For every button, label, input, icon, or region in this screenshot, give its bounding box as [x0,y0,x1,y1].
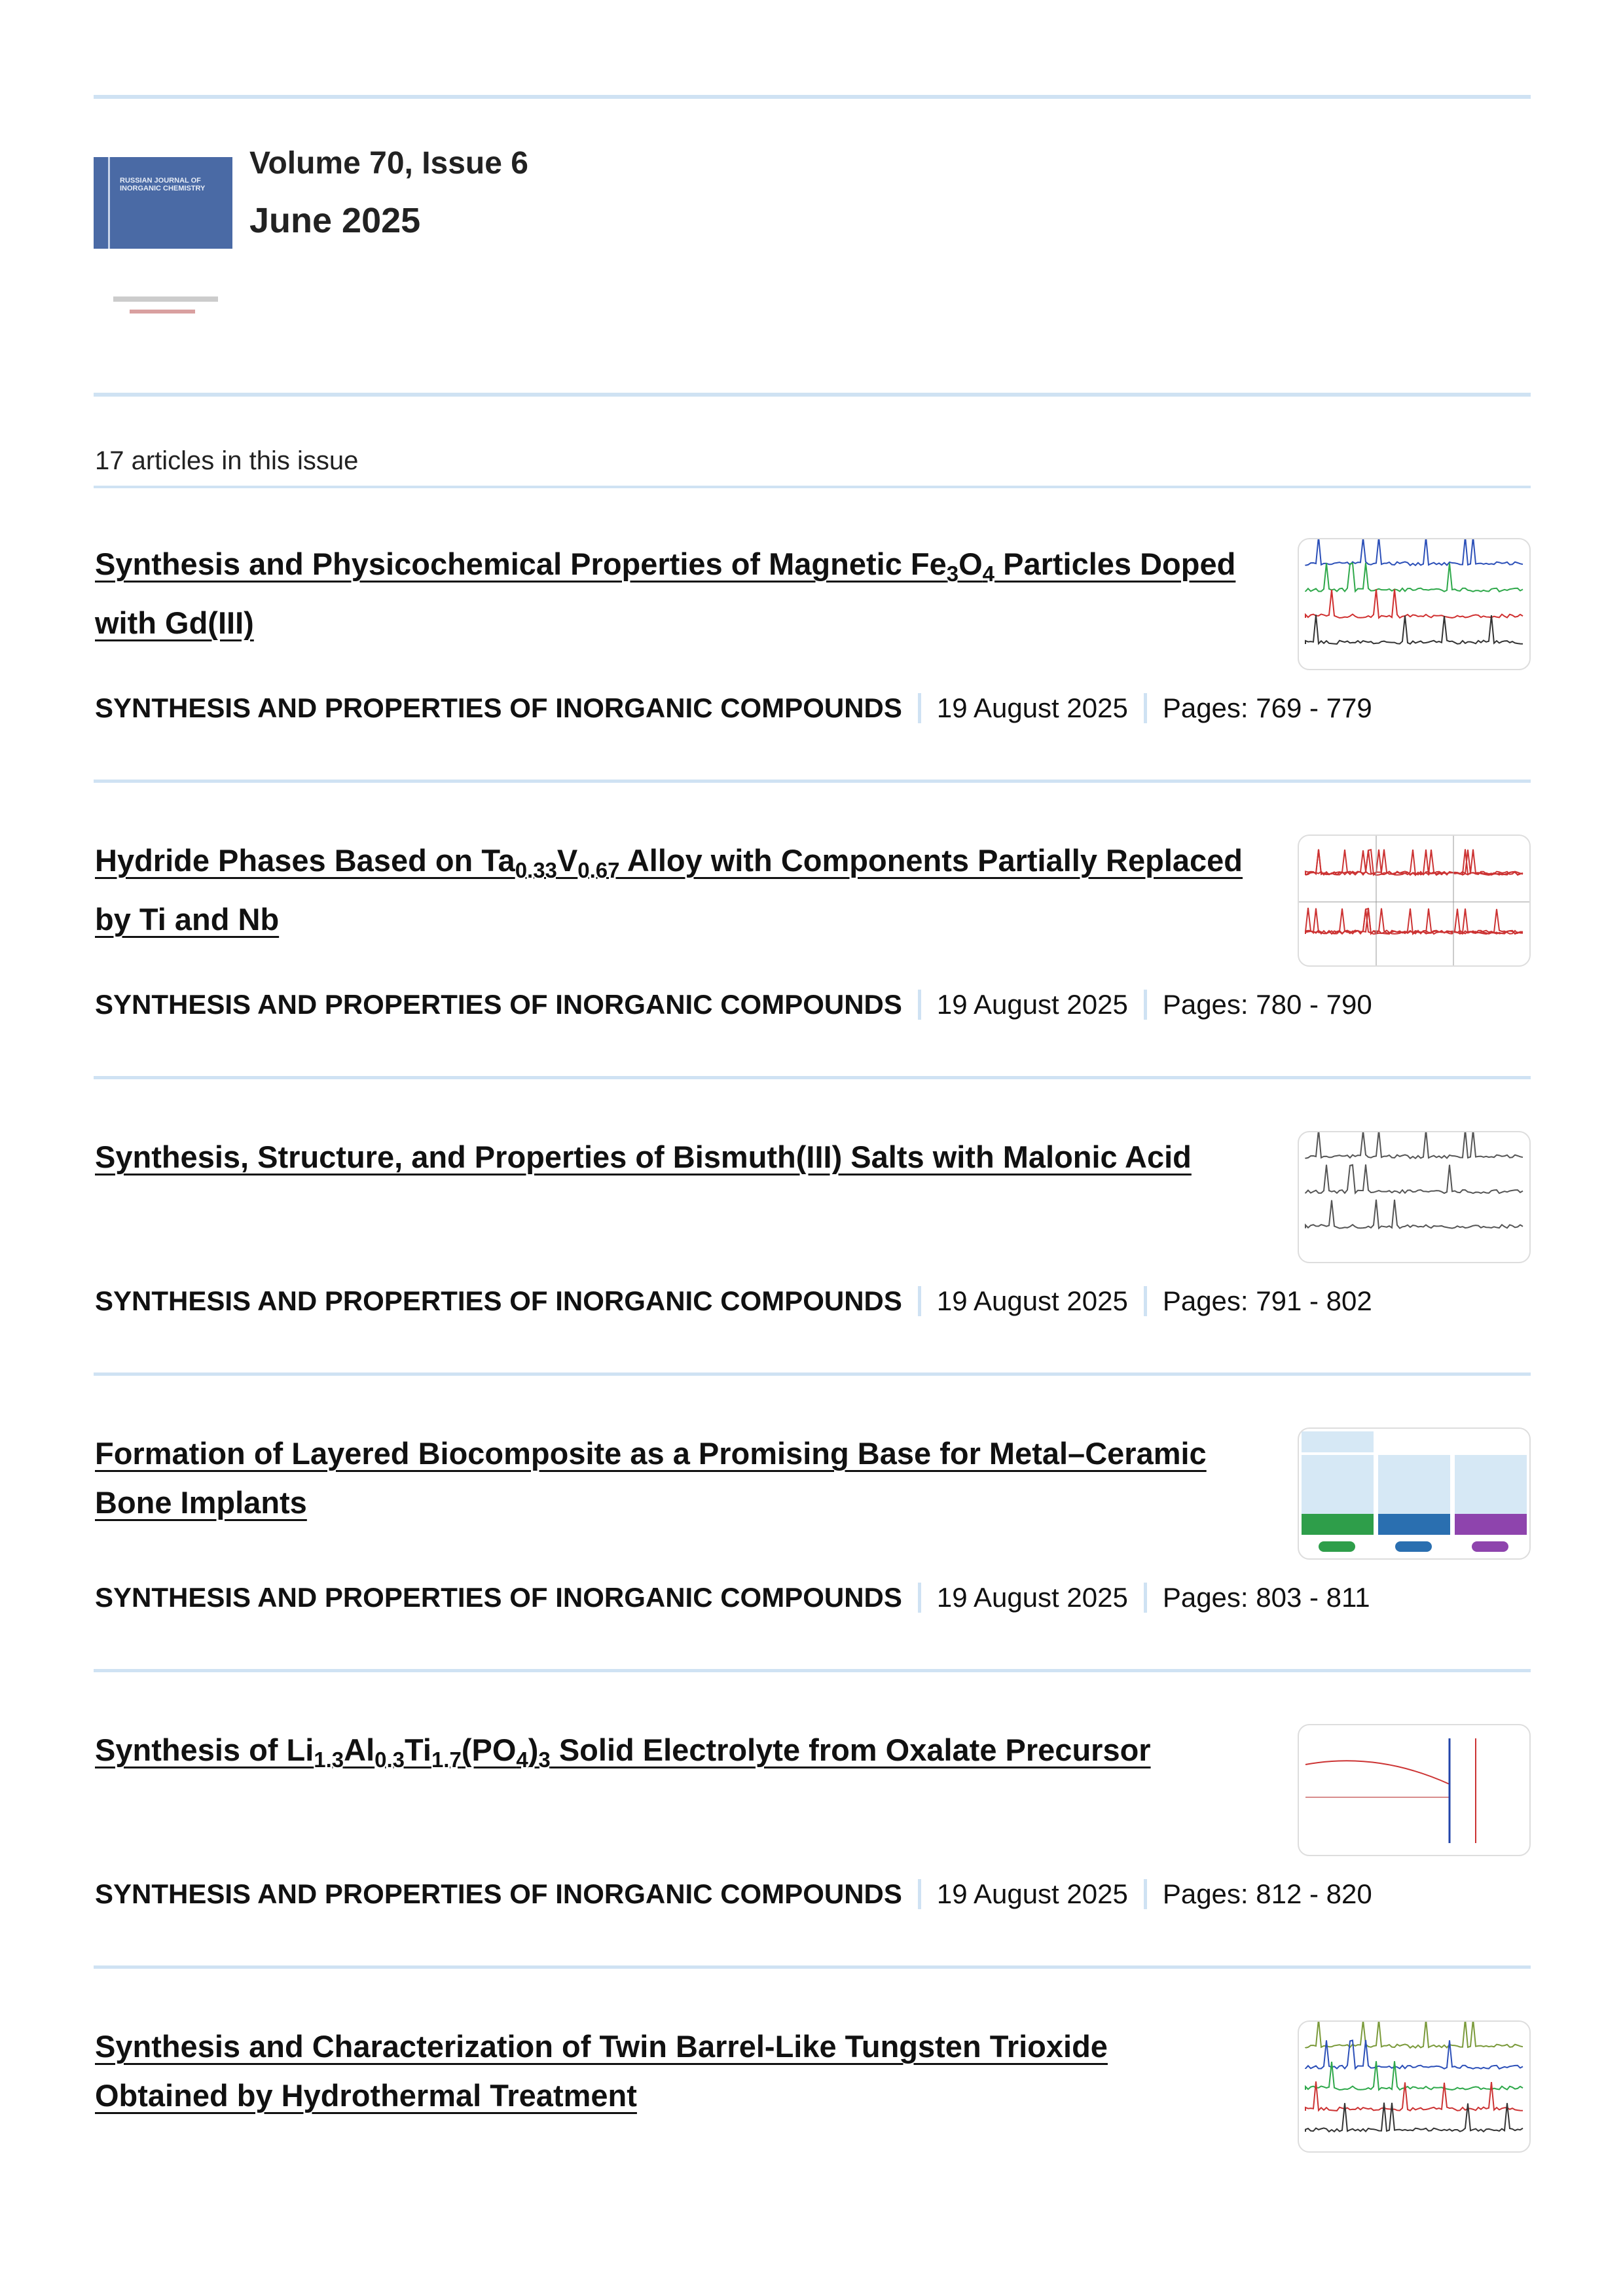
title-subscript: 0.3 [374,1748,405,1772]
article-title-link[interactable] [95,1139,1192,1174]
article-item [94,1378,1531,1674]
title-text: Ti [405,1732,431,1767]
article-pages: Pages: 780 - 790 [1162,989,1372,1020]
article-title [95,1725,1247,1784]
article-title-link[interactable] [95,547,1235,640]
title-subscript: 0.67 [577,858,620,882]
title-text: Hydride Phases Based on Ta [95,843,515,878]
meta-divider [918,693,921,723]
article-separator [94,1076,1531,1079]
article-meta [95,1878,1372,1910]
meta-divider [918,1286,921,1316]
article-separator [94,1372,1531,1376]
title-text: ) [528,1732,539,1767]
article-meta [95,1582,1370,1613]
meta-divider [1144,693,1147,723]
article-thumbnail[interactable] [1298,834,1531,967]
article-title [95,2022,1247,2120]
article-published-date: 19 August 2025 [936,989,1128,1020]
article-title-link[interactable] [95,843,1243,937]
title-subscript: 3 [946,562,959,586]
article-pages: Pages: 791 - 802 [1162,1285,1372,1316]
article-pages: Pages: 803 - 811 [1162,1582,1370,1613]
title-text: V [556,843,578,878]
article-title-link[interactable] [95,1732,1151,1772]
article-title-link[interactable] [95,2029,1108,2113]
cover-panel [94,157,232,249]
article-item [94,1971,1531,2267]
article-title [95,836,1247,944]
article-title [95,1429,1247,1527]
article-item [94,1081,1531,1378]
title-text: Solid Electrolyte from Oxalate Precursor [550,1732,1151,1767]
title-text: Formation of Layered Biocomposite as a Promising Base for Metal–Ceramic Bone Implants [95,1436,1207,1520]
top-rule [94,95,1531,99]
title-subscript: 4 [982,562,995,586]
article-published-date: 19 August 2025 [936,1878,1128,1909]
article-separator [94,1965,1531,1969]
article-meta [95,1285,1372,1317]
article-meta [95,989,1372,1020]
issue-date: June 2025 [249,201,421,240]
cover-title: RUSSIAN JOURNAL OF INORGANIC CHEMISTRY [120,177,206,192]
meta-divider [1144,990,1147,1020]
article-thumbnail[interactable] [1298,538,1531,670]
meta-divider [918,1583,921,1613]
article-published-date: 19 August 2025 [936,1582,1128,1613]
title-text: Synthesis, Structure, and Properties of Bismuth(III) Salts with Malonic Acid [95,1139,1192,1174]
meta-divider [1144,1879,1147,1909]
article-section: SYNTHESIS AND PROPERTIES OF INORGANIC COMPOUNDS [95,1285,902,1316]
publisher-logo [113,296,218,302]
title-subscript: 1.7 [431,1748,462,1772]
article-item [94,1674,1531,1971]
title-subscript: 4 [516,1748,528,1772]
issue-volume: Volume 70, Issue 6 [249,146,528,181]
title-subscript: 0.33 [515,858,557,882]
article-section: SYNTHESIS AND PROPERTIES OF INORGANIC COMPOUNDS [95,989,902,1020]
title-text: Synthesis of Li [95,1732,314,1767]
article-separator [94,780,1531,783]
article-title [95,539,1247,647]
article-published-date: 19 August 2025 [936,692,1128,723]
article-item [94,785,1531,1081]
title-text: Al [344,1732,375,1767]
title-text: (PO [461,1732,517,1767]
title-text: Alloy with Components Partially Replaced by Ti and Nb [95,843,1243,937]
meta-divider [918,990,921,1020]
article-meta [95,692,1372,724]
title-text: Synthesis and Characterization of Twin Barrel-Like Tungsten Trioxide Obtained by Hydrothermal Treatment [95,2029,1108,2113]
article-thumbnail[interactable] [1298,1131,1531,1263]
header-rule [94,393,1531,397]
article-thumbnail[interactable] [1298,1724,1531,1856]
article-thumbnail[interactable] [1298,1427,1531,1560]
title-text: O [958,547,983,581]
article-count: 17 articles in this issue [95,446,359,475]
article-section: SYNTHESIS AND PROPERTIES OF INORGANIC COMPOUNDS [95,692,902,723]
article-published-date: 19 August 2025 [936,1285,1128,1316]
meta-divider [1144,1583,1147,1613]
title-subscript: 3 [538,1748,551,1772]
article-item [94,488,1531,785]
article-separator [94,1669,1531,1672]
article-title [95,1132,1247,1181]
article-section: SYNTHESIS AND PROPERTIES OF INORGANIC COMPOUNDS [95,1582,902,1613]
meta-divider [1144,1286,1147,1316]
meta-divider [918,1879,921,1909]
title-text: Synthesis and Physicochemical Properties of Magnetic Fe [95,547,947,581]
article-thumbnail[interactable] [1298,2020,1531,2153]
journal-cover-image[interactable] [94,149,232,326]
title-text: Particles Doped with Gd(III) [95,547,1236,640]
article-pages: Pages: 769 - 779 [1162,692,1372,723]
article-section: SYNTHESIS AND PROPERTIES OF INORGANIC COMPOUNDS [95,1878,902,1909]
article-pages: Pages: 812 - 820 [1162,1878,1372,1909]
article-title-link[interactable] [95,1436,1207,1520]
title-subscript: 1.3 [314,1748,344,1772]
springer-logo [130,310,195,314]
